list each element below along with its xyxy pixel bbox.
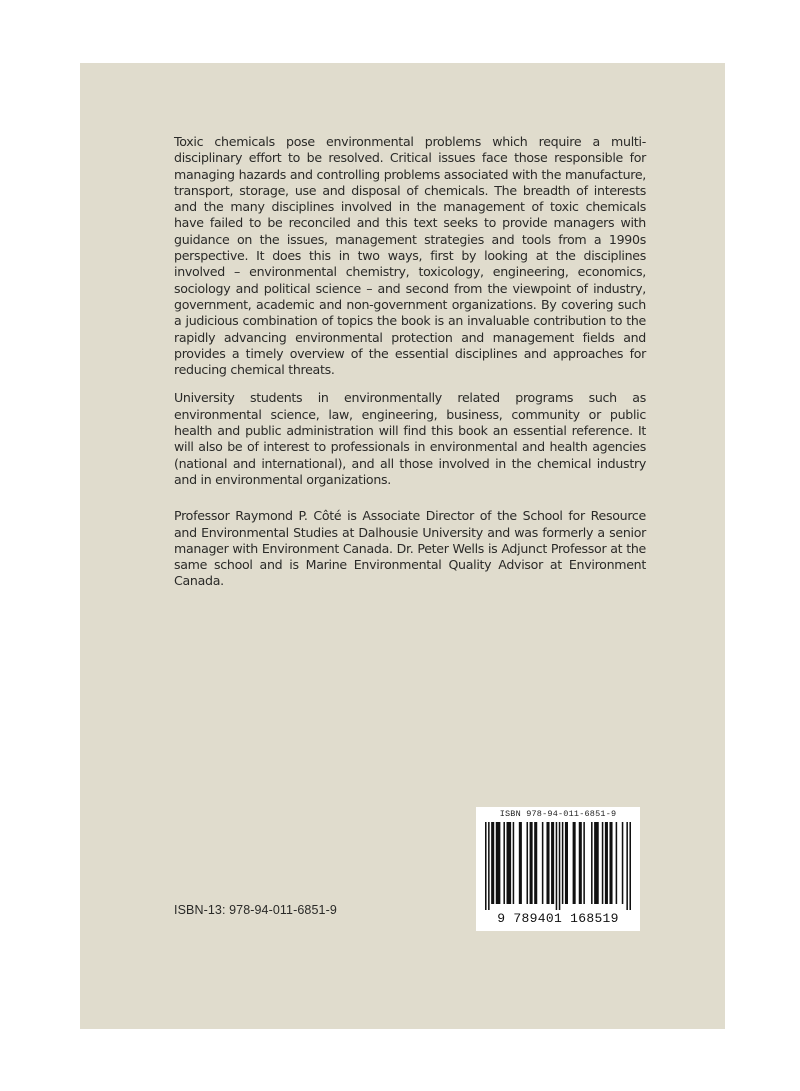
barcode-bar bbox=[616, 822, 618, 904]
barcode bbox=[476, 807, 640, 931]
barcode-bar bbox=[496, 822, 501, 904]
barcode-bar bbox=[591, 822, 593, 904]
barcode-bar bbox=[491, 822, 494, 904]
barcode-bar bbox=[556, 822, 558, 910]
barcode-bar bbox=[507, 822, 512, 904]
barcode-bar bbox=[503, 822, 505, 904]
barcode-bar bbox=[622, 822, 624, 904]
barcode-bar bbox=[530, 822, 533, 904]
barcode-bar bbox=[519, 822, 522, 904]
barcode-bar bbox=[594, 822, 599, 904]
isbn-label: ISBN-13: 978-94-011-6851-9 bbox=[174, 903, 337, 917]
author-bio: Professor Raymond P. Côté is Associate Director of the School for Resource and Environmental Studies at Dalhousie University and was formerly a senior manager with Environment Canada. Dr. Peter Wells is Adjunct Professor at the same school and is Marine Environmental Quality Advisor at Environment Canada. bbox=[174, 508, 646, 589]
barcode-bars bbox=[485, 822, 631, 910]
barcode-bar bbox=[534, 822, 537, 904]
blurb-paragraph-2: University students in environmentally related programs such as environmental science, law, engineering, business, community or public health and public administration will find this book an essential reference. It will also be of interest to professionals in environmental and health agencies (national and international), and all those involved in the chemical industry and in environmental organizations. bbox=[174, 390, 646, 487]
blurb-text bbox=[174, 134, 646, 602]
barcode-bar bbox=[583, 822, 585, 904]
barcode-bar bbox=[488, 822, 490, 910]
barcode-bar bbox=[551, 822, 554, 904]
book-back-cover bbox=[80, 63, 725, 1029]
barcode-digits: 9 789401 168519 bbox=[497, 911, 619, 926]
barcode-bar bbox=[579, 822, 582, 904]
barcode-bar bbox=[542, 822, 544, 904]
barcode-bar bbox=[559, 822, 561, 910]
barcode-bar bbox=[513, 822, 515, 904]
barcode-bar bbox=[485, 822, 487, 910]
barcode-bar bbox=[602, 822, 604, 904]
barcode-bar bbox=[629, 822, 631, 910]
barcode-bar bbox=[609, 822, 612, 904]
blurb-paragraph-1: Toxic chemicals pose environmental problems which require a multi-disciplinary effort to be resolved. Critical issues face those responsible for managing hazards and controlling problems associated with the manufacture, transport, storage, use and disposal of chemicals. The breadth of interests and the many disciplines involved in the management of toxic chemicals have failed to be reconciled and this text seeks to provide managers with guidance on the issues, management strategies and tools from a 1990s perspective. It does this in two ways, first by looking at the disciplines involved – environmental chemistry, toxicology, engineering, economics, sociology and political science – and second from the viewpoint of industry, government, academic and non-government organizations. By covering such a judicious combination of topics the book is an invaluable contribution to the rapidly advancing environmental protection and management fields and provides a timely overview of the essential disciplines and approaches for reducing chemical threats. bbox=[174, 134, 646, 378]
barcode-bar bbox=[546, 822, 549, 904]
barcode-bar bbox=[526, 822, 528, 904]
barcode-bar bbox=[565, 822, 568, 904]
barcode-bar bbox=[573, 822, 576, 904]
barcode-bar bbox=[626, 822, 628, 910]
barcode-isbn-text: ISBN 978-94-011-6851-9 bbox=[499, 809, 617, 819]
barcode-bar bbox=[562, 822, 564, 904]
barcode-bar bbox=[605, 822, 608, 904]
